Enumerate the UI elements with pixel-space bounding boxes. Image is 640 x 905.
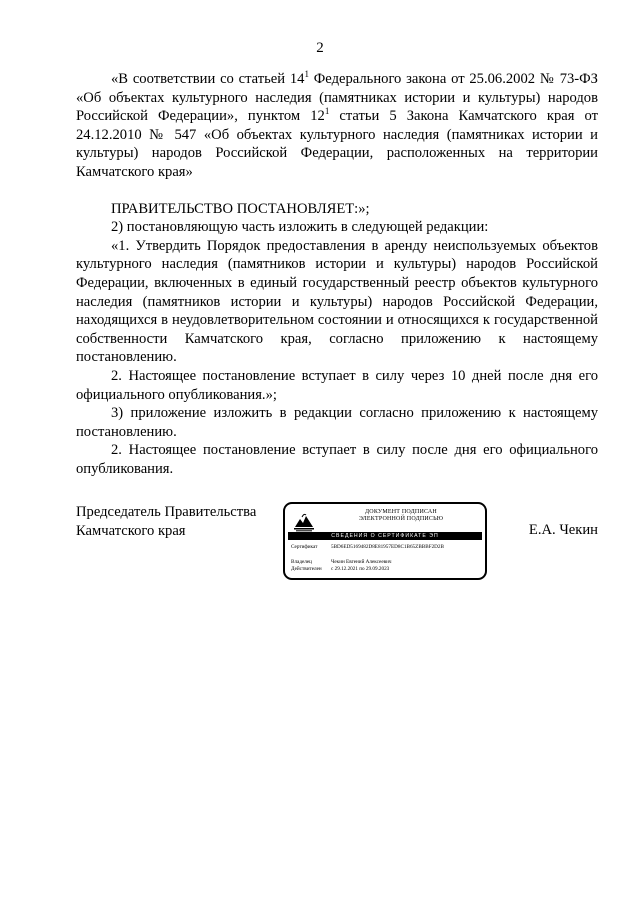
stamp-title: ДОКУМЕНТ ПОДПИСАН ЭЛЕКТРОННОЙ ПОДПИСЬЮ bbox=[358, 509, 444, 522]
paragraph-item-2: 2) постановляющую часть изложить в следующей редакции: bbox=[111, 219, 489, 236]
stamp-row-owner: Владелец Чекин Евгений Алексеевич bbox=[291, 559, 392, 565]
document-body bbox=[76, 70, 598, 478]
paragraph-new-point-2: 2. Настоящее постановление вступает в силу через 10 дней после дня его официального опубликования.»; bbox=[76, 367, 598, 403]
stamp-row-certificate: Сертификат 5BD6ED5169482D8E81957ED8C1B65ZBBBF2D2B bbox=[291, 544, 444, 550]
page-number: 2 bbox=[316, 40, 324, 56]
stamp-certificate-header: СВЕДЕНИЯ О СЕРТИФИКАТЕ ЭП bbox=[288, 532, 482, 540]
paragraph-item-3: 3) приложение изложить в редакции согласно приложению к настоящему постановлению. bbox=[76, 405, 598, 440]
paragraph-preamble: «В соответствии со статьей $14^1$ Федерального закона от 25.06.2002 № 73-ФЗ «Об объектах культурного наследия (памятниках истории и культуры) народов Российской Федерации», пунктом $12^1$ статьи 5 Закона Камчатского края от 24.12.2010 № 547 «Об объектах культурного наследия (памятниках истории и культуры) народов Российской Федерации, расположенных на территории Камчатского края» bbox=[76, 69, 598, 180]
coat-of-arms-icon bbox=[293, 512, 315, 532]
signatory-position: Председатель Правительства Камчатского края bbox=[76, 504, 257, 539]
paragraph-resolves: ПРАВИТЕЛЬСТВО ПОСТАНОВЛЯЕТ:»; bbox=[111, 200, 370, 217]
stamp-row-validity: Действителен с 29.12.2021 по 29.09.2023 bbox=[291, 566, 390, 572]
electronic-signature-stamp bbox=[283, 502, 487, 580]
signatory-name: Е.А. Чекин bbox=[528, 522, 598, 538]
paragraph-entry-into-force: 2. Настоящее постановление вступает в силу после дня его официального опубликования. bbox=[76, 442, 598, 477]
paragraph-new-point-1: «1. Утвердить Порядок предоставления в аренду неиспользуемых объектов культурного наследия (памятников истории и культуры) народов Российской Федерации, включенных в единый государственный реестр объектов культурного наследия (памятников истории и культуры) народов Российской Федерации, находящихся в неудовлетворительном состоянии и относящихся к государственной собственности Камчатского края, согласно приложению к настоящему постановлению. bbox=[76, 237, 598, 366]
